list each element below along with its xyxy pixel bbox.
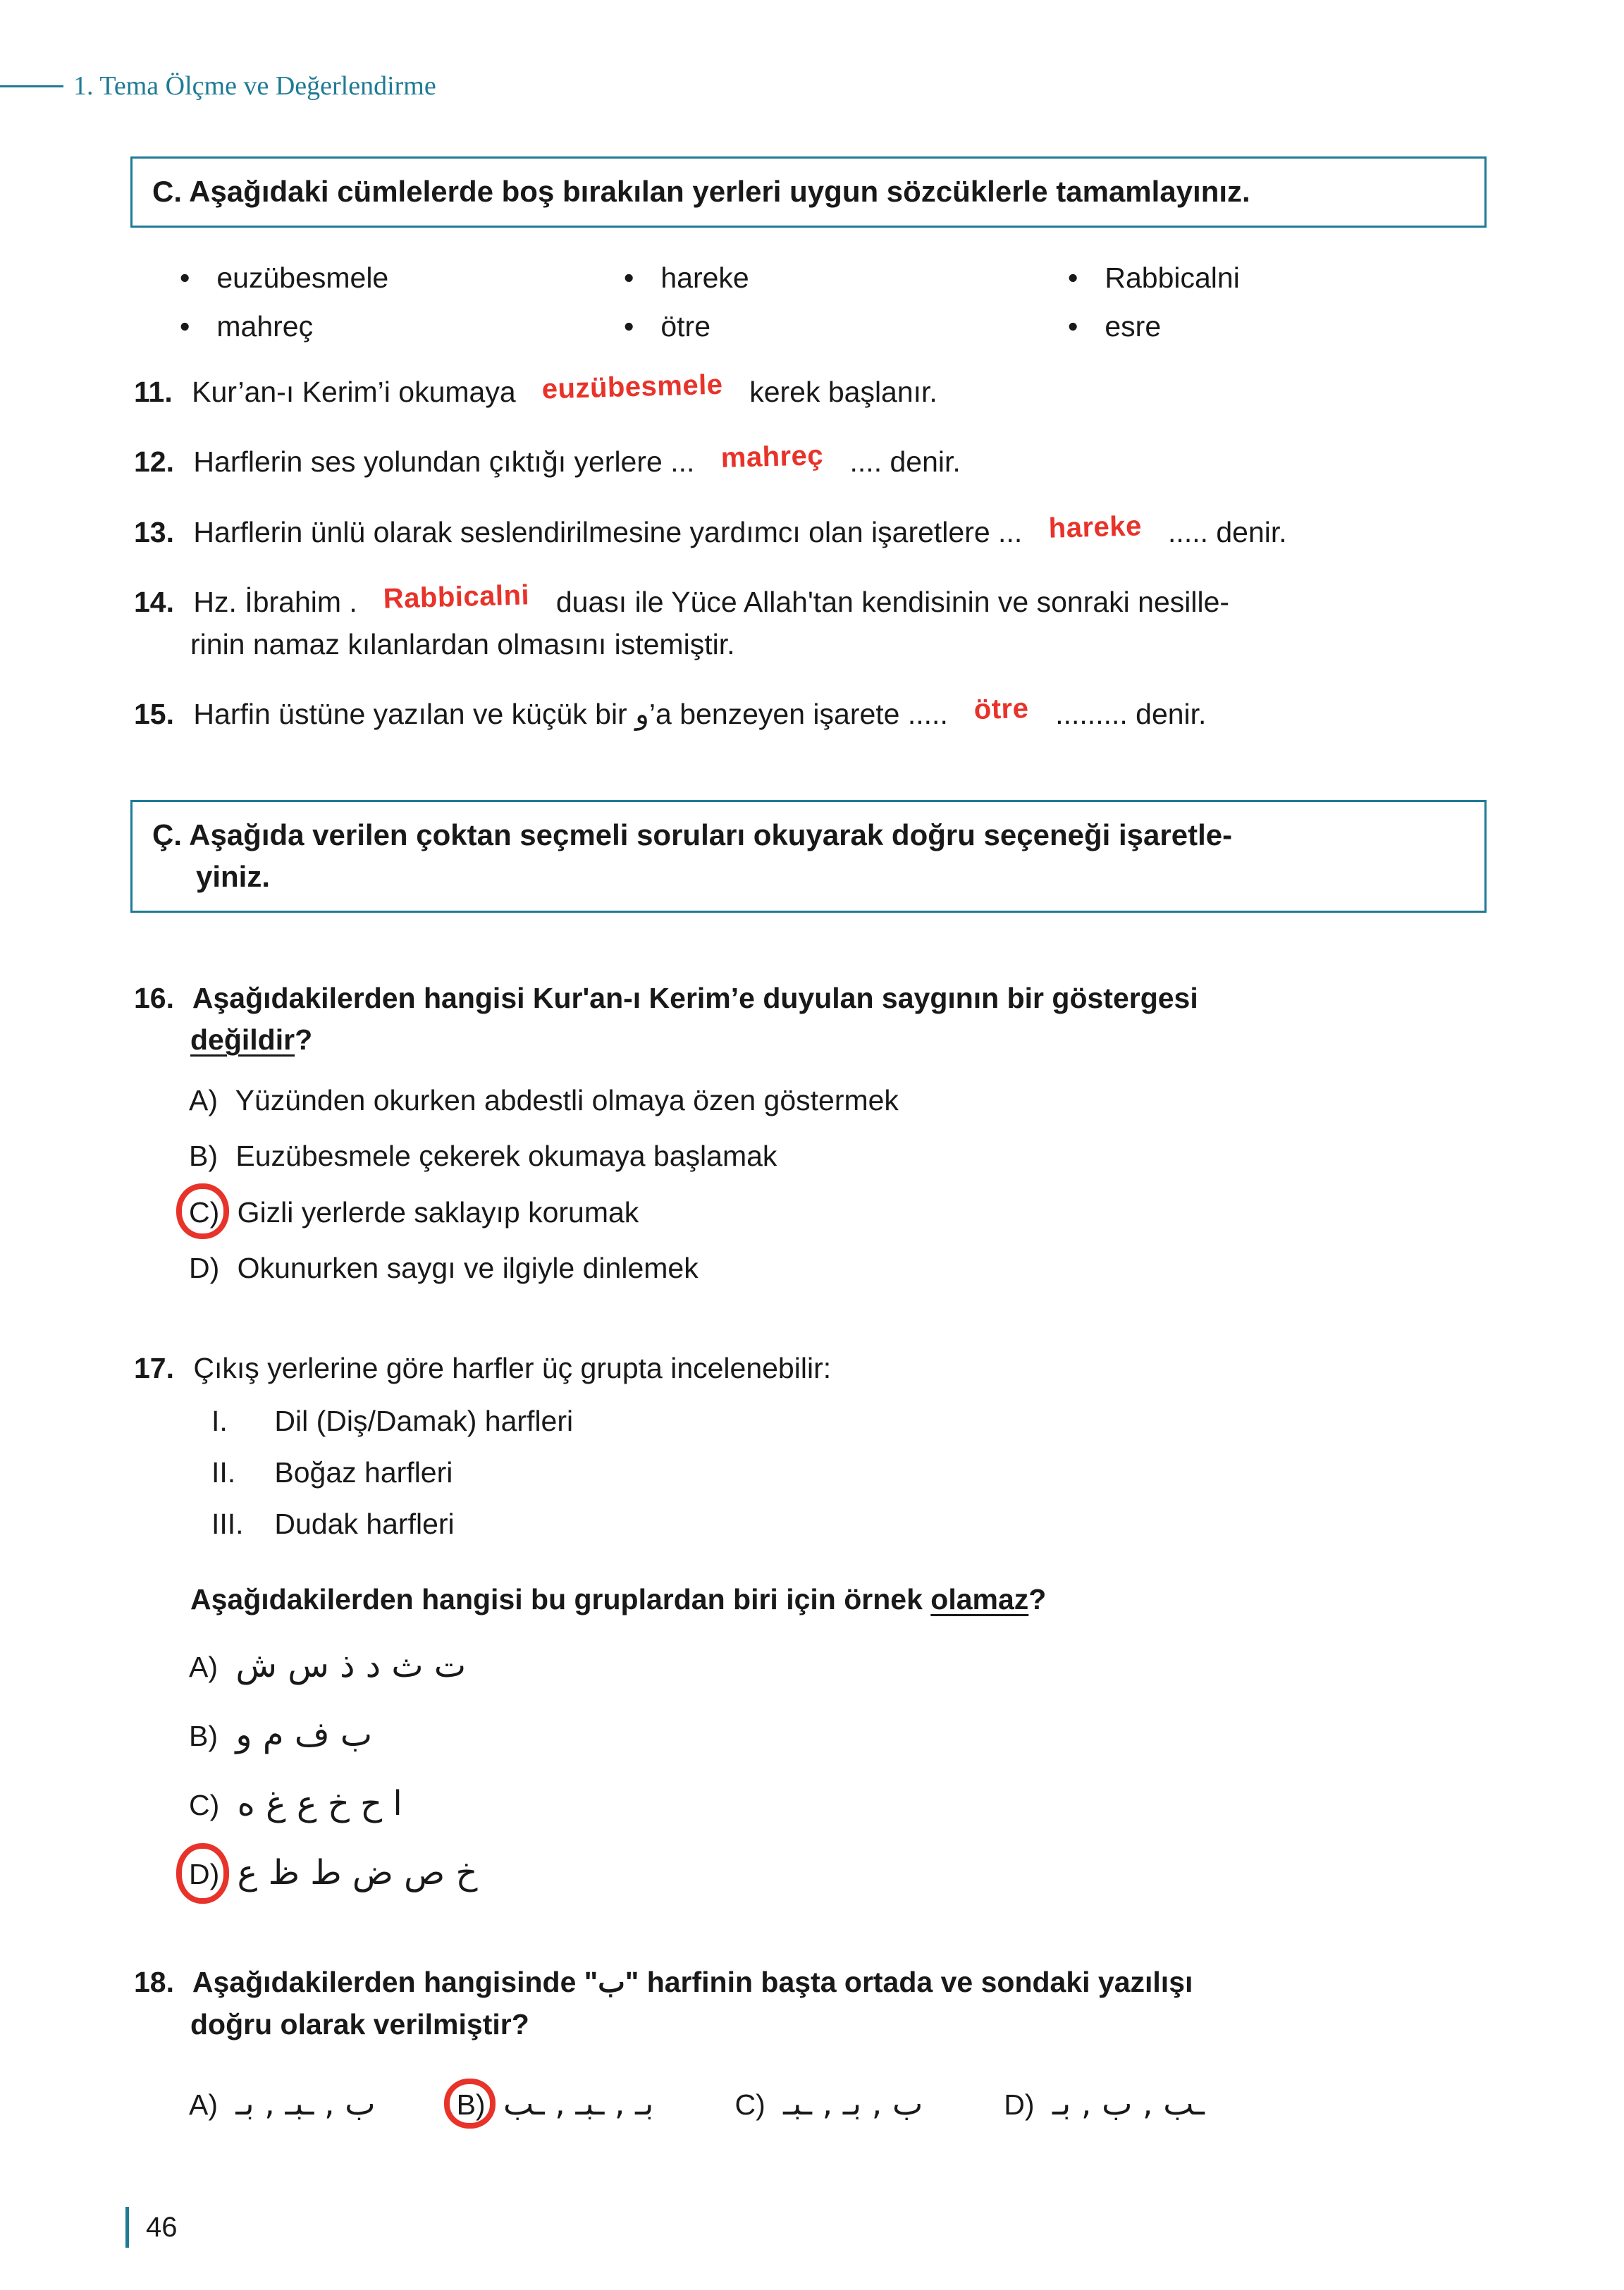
word-bank-word: mahreç (216, 309, 314, 343)
arabic-letter-forms: ب , بـ , ـبـ (783, 2084, 923, 2123)
word-bank-item (1068, 261, 1624, 295)
section-c-box (130, 156, 1487, 228)
option-text: Okunurken saygı ve ilgiyle dinlemek (237, 1251, 699, 1284)
group-item (211, 1401, 1624, 1441)
option-b (189, 1137, 1624, 1176)
question-text: Çıkış yerlerine göre harfler üç grupta incelenebilir: (193, 1352, 832, 1385)
option-label: C) (734, 2088, 765, 2122)
handwritten-answer: hareke (1047, 510, 1142, 544)
question-number: 13. (134, 515, 174, 548)
question-text: Harflerin ünlü olarak seslendirilmesine yardımcı olan işaretlere ... (193, 515, 1023, 548)
group-item (211, 1504, 1624, 1544)
group-item (211, 1453, 1624, 1493)
question-14-line2 (190, 624, 1624, 665)
option-d (189, 1249, 1624, 1288)
question-13 (134, 512, 1504, 553)
page-number: 46 (146, 2211, 178, 2243)
question-16-line2 (190, 1019, 1624, 1061)
question-text: kerek başlanır. (749, 375, 937, 408)
section-cc-title-line2: yiniz. (196, 860, 271, 894)
option-d (189, 1847, 1624, 1898)
option-text: Gizli yerlerde saklayıp korumak (237, 1195, 639, 1229)
header-rule (0, 85, 63, 87)
option-label: C) (189, 1789, 220, 1822)
question-text: Kur’an-ı Kerim’i okumaya (192, 375, 516, 408)
option-a (189, 1640, 1624, 1691)
section-cc-title-line1: Ç. Aşağıda verilen çoktan seçmeli soruları okuyarak doğru seçeneği işaretle- (152, 818, 1233, 852)
question-16-options (189, 1081, 1624, 1288)
word-bank-word: euzübesmele (216, 261, 389, 294)
question-16 (134, 978, 1504, 1019)
option-label: D) (1004, 2088, 1035, 2122)
question-17 (134, 1348, 1504, 1389)
word-bank-item (1068, 310, 1624, 343)
arabic-letters: ت ث د ذ س ش (235, 1646, 467, 1686)
option-b (457, 2084, 654, 2122)
page-header-row (0, 0, 1624, 101)
word-bank-word: ötre (660, 309, 711, 343)
arabic-letters: خ ص ض ط ظ ع (237, 1853, 478, 1893)
word-bank-item (624, 310, 1068, 343)
question-18-options (189, 2084, 1624, 2122)
question-text: .... denir. (849, 445, 961, 479)
option-label-circled-answer: C) (189, 1193, 219, 1232)
question-number: 12. (134, 445, 174, 479)
option-d (1004, 2084, 1205, 2122)
question-number: 17. (134, 1352, 174, 1385)
section-cc-box (130, 800, 1487, 913)
question-text: duası ile Yüce Allah'tan kendisinin ve sonraki nesille- (555, 586, 1230, 619)
option-label: A) (189, 1651, 218, 1684)
question-14 (134, 581, 1504, 623)
option-c (734, 2084, 923, 2122)
option-label-circled-answer: B) (456, 2088, 486, 2122)
question-text: Aşağıdakilerden hangisi Kur'an-ı Kerim’e duyulan saygının bir göstergesi (192, 982, 1198, 1015)
page-header: 1. Tema Ölçme ve Değerlendirme (73, 71, 436, 101)
word-bank-word: Rabbicalni (1105, 261, 1240, 294)
group-text: Boğaz harfleri (274, 1456, 453, 1489)
question-text: ? (295, 1023, 313, 1057)
option-label: A) (189, 1083, 218, 1116)
option-label: B) (189, 1720, 218, 1753)
question-12 (134, 441, 1504, 483)
question-17-groups (211, 1401, 1624, 1545)
question-number: 16. (134, 982, 174, 1015)
option-text: Euzübesmele çekerek okumaya başlamak (235, 1140, 777, 1173)
group-text: Dil (Diş/Damak) harfleri (274, 1404, 574, 1437)
word-bank (180, 261, 1624, 343)
question-text: ? (1028, 1582, 1047, 1615)
handwritten-answer: mahreç (720, 440, 824, 474)
option-label: A) (189, 2088, 218, 2122)
roman-numeral: I. (211, 1404, 228, 1437)
option-c (189, 1193, 1624, 1232)
question-text: Aşağıdakilerden hangisinde "ب" harfinin başta ortada ve sondaki yazılışı (192, 1966, 1193, 1999)
question-text: Harfin üstüne yazılan ve küçük bir و’a benzeyen işarete ..... (193, 697, 948, 730)
page-footer (125, 2207, 178, 2248)
roman-numeral: III. (211, 1508, 244, 1541)
question-18-line2 (190, 2004, 1624, 2045)
word-bank-item (624, 261, 1068, 295)
question-text: Hz. İbrahim . (193, 586, 357, 619)
question-text: Harflerin ses yolundan çıktığı yerlere ... (193, 445, 695, 479)
section-c-title: C. Aşağıdaki cümlelerde boş bırakılan yerleri uygun sözcüklerle tamamlayınız. (152, 175, 1250, 208)
option-c (189, 1778, 1624, 1829)
roman-numeral: II. (211, 1456, 236, 1489)
question-11 (134, 371, 1504, 413)
option-a (189, 2084, 376, 2122)
question-number: 18. (134, 1966, 174, 1999)
option-a (189, 1081, 1624, 1120)
word-bank-word: hareke (660, 261, 749, 294)
question-text: rinin namaz kılanlardan olmasını istemiştir. (190, 627, 735, 660)
question-number: 11. (134, 375, 173, 408)
word-bank-item (180, 261, 624, 295)
arabic-letters: ب ف م و (235, 1715, 373, 1755)
handwritten-answer: Rabbicalni (383, 579, 530, 615)
question-text: doğru olarak verilmiştir? (190, 2007, 529, 2040)
page-number-rule (125, 2207, 129, 2248)
option-label: D) (189, 1251, 220, 1284)
question-number: 15. (134, 697, 174, 730)
underlined-word: değildir (190, 1023, 295, 1057)
question-text: Aşağıdakilerden hangisi bu gruplardan biri için örnek (190, 1582, 923, 1615)
option-label: B) (189, 1140, 218, 1173)
arabic-letter-forms: ـب , ب , بـ (1052, 2084, 1205, 2123)
word-bank-word: esre (1105, 309, 1162, 343)
question-15 (134, 694, 1504, 735)
arabic-letter-forms: بـ , ـبـ , ـب (503, 2084, 654, 2123)
option-b (189, 1709, 1624, 1760)
handwritten-answer: euzübesmele (541, 369, 724, 405)
arabic-letters: ا ح خ ع غ ه (237, 1784, 402, 1824)
question-17-prompt (190, 1579, 1624, 1620)
question-text: ..... denir. (1168, 515, 1287, 548)
handwritten-answer: ötre (973, 692, 1030, 725)
word-bank-item (180, 310, 624, 343)
option-label-circled-answer: D) (189, 1853, 219, 1897)
arabic-letter-forms: ب , ـبـ , بـ (235, 2084, 376, 2123)
question-number: 14. (134, 586, 174, 619)
question-text: ......... denir. (1055, 697, 1207, 730)
group-text: Dudak harfleri (274, 1508, 455, 1541)
underlined-word: olamaz (930, 1582, 1029, 1615)
question-17-options (189, 1640, 1624, 1898)
question-18 (134, 1962, 1504, 2003)
option-text: Yüzünden okurken abdestli olmaya özen göstermek (235, 1083, 899, 1116)
